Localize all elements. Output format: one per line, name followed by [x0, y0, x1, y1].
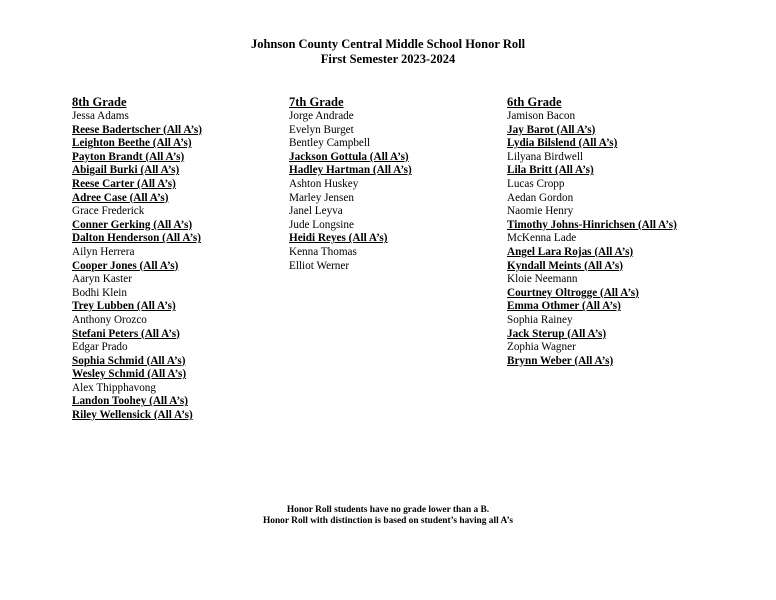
student-name: Alex Thipphavong — [72, 381, 156, 394]
student-name: Jamison Bacon — [507, 110, 576, 122]
student-name: Kloie Neemann — [507, 273, 578, 286]
title-line-1: Johnson County Central Middle School Honor Roll — [250, 37, 526, 51]
student-name: Kyndall Meints (All A’s) — [507, 259, 623, 272]
grade-column-7th — [289, 95, 412, 273]
grade-column-8th — [72, 95, 202, 423]
student-name: Lilyana Birdwell — [507, 150, 584, 163]
student-name: Grace Frederick — [72, 205, 145, 218]
student-name: Lucas Cropp — [507, 177, 565, 190]
student-name: Trey Lubben (All A’s) — [72, 300, 176, 313]
student-name: Hadley Hartman (All A’s) — [289, 164, 412, 177]
student-name: Conner Gerking (All A’s) — [72, 218, 193, 231]
footer-line-2: Honor Roll with distinction is based on student’s having all A’s — [262, 516, 514, 526]
student-name: Lydia Bilslend (All A’s) — [507, 137, 618, 150]
student-name: Angel Lara Rojas (All A’s) — [507, 245, 634, 258]
student-name: Ashton Huskey — [289, 177, 359, 190]
student-name: Bentley Campbell — [289, 137, 371, 150]
student-list — [289, 110, 412, 273]
grade-column-6th — [507, 95, 677, 368]
student-name: Jude Longsine — [289, 218, 354, 231]
student-name: Naomie Henry — [507, 205, 574, 218]
student-name: Brynn Weber (All A’s) — [507, 354, 614, 367]
student-name: Edgar Prado — [72, 341, 128, 354]
student-name: Sophia Rainey — [507, 313, 573, 326]
grade-heading: 7th Grade — [289, 95, 344, 109]
student-name: Leighton Beethe (All A’s) — [72, 137, 192, 150]
student-name: Aedan Gordon — [507, 191, 574, 204]
student-name: Zophia Wagner — [507, 341, 576, 354]
student-name: Reese Carter (All A’s) — [72, 177, 176, 190]
student-name: Jessa Adams — [72, 110, 129, 122]
student-name: Payton Brandt (All A’s) — [72, 150, 185, 163]
footer-line-1: Honor Roll students have no grade lower than a B. — [286, 505, 490, 515]
student-name: Lila Britt (All A’s) — [507, 164, 594, 177]
student-name: Ailyn Herrera — [72, 245, 135, 258]
student-name: Cooper Jones (All A’s) — [72, 259, 179, 272]
student-name: Stefani Peters (All A’s) — [72, 327, 180, 340]
student-name: Aaryn Kaster — [72, 273, 132, 286]
student-list — [72, 110, 202, 423]
grade-heading: 6th Grade — [507, 95, 562, 109]
student-name: Adree Case (All A’s) — [72, 191, 169, 204]
student-name: Landon Toohey (All A’s) — [72, 395, 188, 408]
student-name: Evelyn Burget — [289, 123, 354, 136]
student-name: Jack Sterup (All A’s) — [507, 327, 607, 340]
student-name: Elliot Werner — [289, 259, 350, 272]
student-name: Reese Badertscher (All A’s) — [72, 123, 202, 136]
student-list — [507, 110, 677, 368]
student-name: Wesley Schmid (All A’s) — [72, 368, 187, 381]
student-name: Jorge Andrade — [289, 110, 354, 122]
student-name: Marley Jensen — [289, 191, 354, 204]
student-name: Dalton Henderson (All A’s) — [72, 232, 201, 245]
student-name: Timothy Johns-Hinrichsen (All A’s) — [507, 218, 677, 231]
student-name: Bodhi Klein — [72, 286, 128, 299]
student-name: Riley Wellensick (All A’s) — [72, 409, 193, 422]
student-name: Jackson Gottula (All A’s) — [289, 150, 409, 163]
student-name: Sophia Schmid (All A’s) — [72, 354, 186, 367]
student-name: Anthony Orozco — [72, 313, 147, 326]
student-name: McKenna Lade — [507, 232, 577, 245]
title-line-2: First Semester 2023-2024 — [320, 52, 456, 66]
student-name: Abigail Burki (All A’s) — [72, 164, 180, 177]
student-name: Heidi Reyes (All A’s) — [289, 232, 388, 245]
student-name: Jay Barot (All A’s) — [507, 123, 596, 136]
student-name: Courtney Oltrogge (All A’s) — [507, 286, 639, 299]
student-name: Janel Leyva — [289, 205, 343, 218]
grade-heading: 8th Grade — [72, 95, 127, 109]
student-name: Emma Othmer (All A’s) — [507, 300, 621, 313]
student-name: Kenna Thomas — [289, 245, 357, 258]
